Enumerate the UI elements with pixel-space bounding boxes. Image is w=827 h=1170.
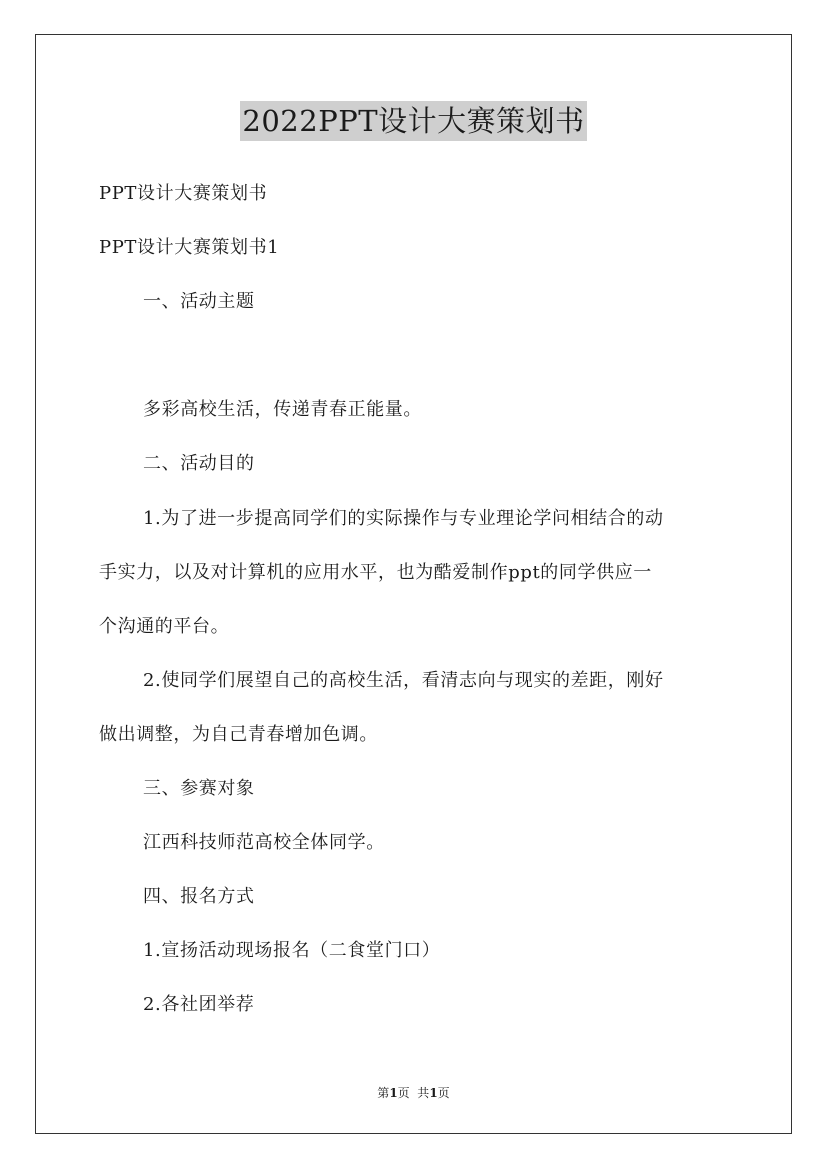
footer-page-prefix: 第 — [377, 1086, 390, 1100]
footer-page-mid: 页 共 — [397, 1086, 430, 1100]
paragraph-purpose-1-line2[interactable]: 手实力，以及对计算机的应用水平，也为酷爱制作ppt的同学供应一 — [99, 562, 652, 583]
heading-participants[interactable]: 三、参赛对象 — [143, 778, 255, 799]
footer-page-suffix: 页 — [437, 1086, 450, 1100]
paragraph-purpose-2-line1[interactable]: 2.使同学们展望自己的高校生活，看清志向与现实的差距，刚好 — [143, 670, 664, 691]
page-footer — [0, 1084, 827, 1101]
heading-registration[interactable]: 四、报名方式 — [143, 886, 255, 907]
paragraph-participants[interactable]: 江西科技师范高校全体同学。 — [143, 832, 385, 853]
paragraph-purpose-1-line3[interactable]: 个沟通的平台。 — [99, 616, 230, 637]
document-title[interactable]: 2022PPT设计大赛策划书 — [240, 101, 586, 141]
paragraph-purpose-1-line1[interactable]: 1.为了进一步提高同学们的实际操作与专业理论学问相结合的动 — [143, 508, 664, 529]
title-container — [0, 101, 827, 141]
paragraph-purpose-2-line2[interactable]: 做出调整，为自己青春增加色调。 — [99, 724, 378, 745]
paragraph-registration-2[interactable]: 2.各社团举荐 — [143, 994, 255, 1015]
heading-activity-theme[interactable]: 一、活动主题 — [143, 291, 255, 312]
heading-activity-purpose[interactable]: 二、活动目的 — [143, 453, 255, 474]
footer-page-current: 1 — [389, 1086, 398, 1100]
paragraph-theme[interactable]: 多彩高校生活，传递青春正能量。 — [143, 399, 422, 420]
doc-subtitle[interactable]: PPT设计大赛策划书 — [99, 183, 268, 204]
footer-page-total: 1 — [429, 1086, 438, 1100]
paragraph-registration-1[interactable]: 1.宣扬活动现场报名（二食堂门口） — [143, 940, 441, 961]
doc-section-heading[interactable]: PPT设计大赛策划书1 — [99, 237, 280, 258]
